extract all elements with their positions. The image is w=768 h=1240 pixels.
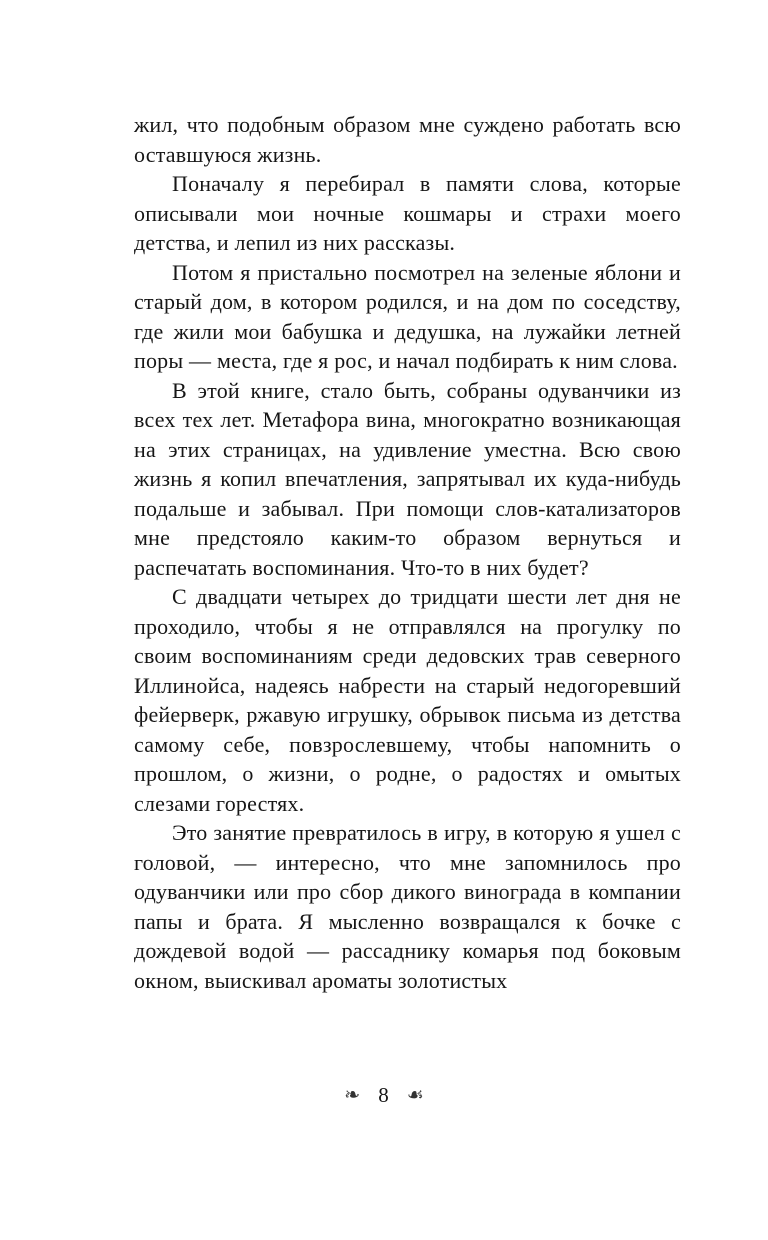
text-block	[134, 110, 681, 995]
paragraph: Это занятие превратилось в игру, в которую я ушел с головой, — интересно, что мне запомнилось про одуванчики или про сбор дикого винограда в компании папы и брата. Я мысленно возвращался к бочке с дождевой водой — рассаднику комарья под боковым окном, выискивал ароматы золотистых	[134, 820, 681, 993]
page-footer	[0, 1082, 768, 1108]
fleuron-left-icon: ❧	[344, 1085, 361, 1106]
paragraph: С двадцати четырех до тридцати шести лет дня не проходило, чтобы я не отправлялся на прогулку по своим воспоминаниям среди дедовских трав северного Иллинойса, надеясь набрести на старый недогоревший фейерверк, ржавую игрушку, обрывок письма из детства самому себе, повзрослевшему, чтобы напомнить о прошлом, о жизни, о родне, о радостях и омытых слезами горестях.	[134, 584, 681, 816]
paragraph: жил, что подобным образом мне суждено работать всю оставшуюся жизнь.	[134, 112, 681, 167]
paragraph: Потом я пристально посмотрел на зеленые яблони и старый дом, в котором родился, и на дом по соседству, где жили мои бабушка и дедушка, на лужайки летней поры — места, где я рос, и начал подбирать к ним слова.	[134, 259, 681, 373]
paragraph: В этой книге, стало быть, собраны одуванчики из всех тех лет. Метафора вина, многократно возникающая на этих страницах, на удивление уместна. Всю свою жизнь я копил впечатления, запрятывал их куда-нибудь подальше и забывал. При помощи слов-катализаторов мне предстояло каким-то образом вернуться и распечатать воспоминания. Что-то в них будет?	[134, 377, 681, 580]
fleuron-right-icon: ☙	[406, 1085, 424, 1106]
footer-inner	[344, 1083, 423, 1108]
paragraph: Поначалу я перебирал в памяти слова, которые описывали мои ночные кошмары и страхи моего детства, и лепил из них рассказы.	[134, 171, 681, 255]
page-number: 8	[378, 1083, 389, 1107]
